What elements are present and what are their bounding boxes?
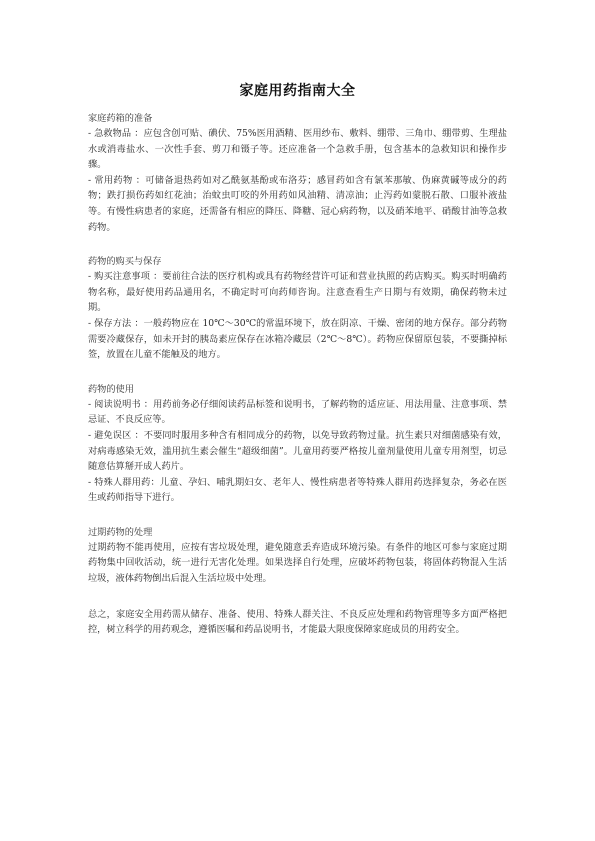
section-purchase-storage — [88, 255, 507, 363]
document-title: 家庭用药指南大全 — [239, 83, 356, 99]
paragraph: - 急救物品 ：应包含创可贴、碘伏、75%医用酒精、医用纱布、敷料、绷带、三角巾、绷带剪、生理盐水或消毒盐水、一次性手套、剪刀和镊子等。还应准备一个急救手册，包含基本的急救知识和操作步骤。 — [88, 128, 507, 171]
paragraph: - 避免误区 ：不要同时服用多种含有相同成分的药物，以免导致药物过量。抗生素只对细菌感染有效，对病毒感染无效，滥用抗生素会催生“超级细菌”。儿童用药要严格按儿童剂量使用儿童专用剂型，切忌随意估算掰开成人药片。 — [88, 429, 507, 473]
paragraph: 过期药物不能再使用，应按有害垃圾处理，避免随意丢弃造成环境污染。有条件的地区可参与家庭过期药物集中回收活动，统一进行无害化处理。如果选择自行处理，应破坏药物包装，将固体药物混入生活垃圾，液体药物倒出后混入生活垃圾中处理。 — [88, 541, 507, 585]
section-expired-disposal — [88, 526, 507, 587]
section-heading: 药物的使用 — [88, 383, 134, 395]
paragraph: - 购买注意事项 ：要前往合法的医疗机构或具有药物经营许可证和营业执照的药店购买。购买时明确药物名称，最好使用药品通用名，不确定时可向药师咨询。注意查看生产日期与有效期，确保药物未过期。 — [88, 271, 507, 314]
section-medicine-usage — [88, 383, 507, 506]
section-heading: 过期药物的处理 — [88, 526, 153, 538]
paragraph: - 阅读说明书 ：用药前务必仔细阅读药品标签和说明书，了解药物的适应证、用法用量、注意事项、禁忌证、不良反应等。 — [88, 398, 507, 426]
summary-paragraph: 总之，家庭安全用药需从储存、准备、使用、特殊人群关注、不良反应处理和药物管理等多方面严格把控，树立科学的用药观念，遵循医嘱和药品说明书，才能最大限度保障家庭成员的用药安全。 — [88, 608, 507, 636]
paragraph: - 保存方法 ：一般药物应在 10℃～30℃的常温环境下，放在阴凉、干燥、密闭的地方保存。部分药物需要冷藏保存，如未开封的胰岛素应保存在冰箱冷藏层（2℃～8℃）。药物应保留原包装，不要撕掉标签，放置在儿童不能触及的地方。 — [88, 317, 507, 361]
section-heading: 药物的购买与保存 — [88, 256, 162, 268]
section-heading: 家庭药箱的准备 — [88, 113, 153, 124]
paragraph: - 特殊人群用药：儿童、孕妇、哺乳期妇女、老年人、慢性病患者等特殊人群用药选择复杂，务必在医生或药师指导下进行。 — [88, 476, 507, 504]
paragraph: - 常用药物 ：可储备退热药如对乙酰氨基酚或布洛芬；感冒药如含有氯苯那敏、伪麻黄碱等成分的药物；跌打损伤药如红花油；治蚊虫叮咬的外用药如风油精、清凉油；止泻药如蒙脱石散、口服补液盐等。有慢性病患者的家庭，还需备有相应的降压、降糖、冠心病药物，以及硝苯地平、硝酸甘油等急救药物。 — [88, 174, 507, 233]
section-summary — [88, 607, 507, 638]
section-medicine-kit — [88, 112, 507, 235]
